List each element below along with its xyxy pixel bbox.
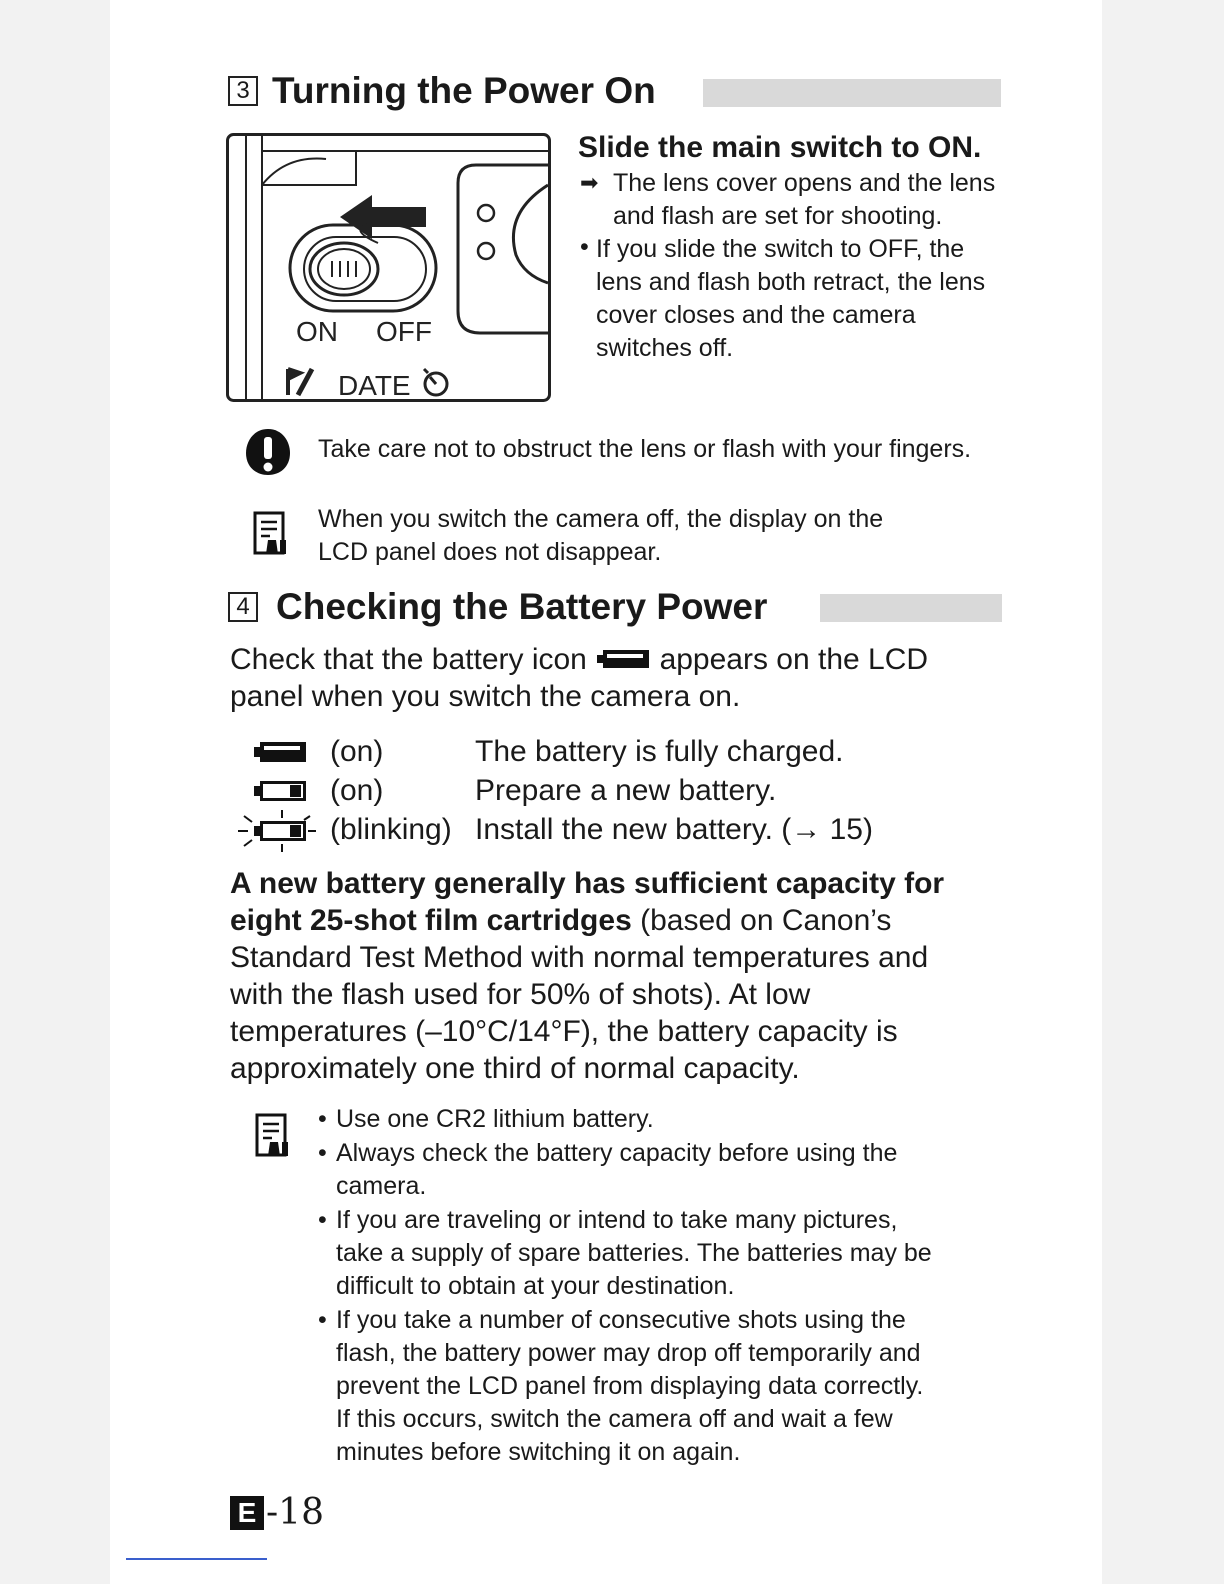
memo-icon — [254, 1112, 290, 1160]
bullet-dot: • — [318, 1139, 327, 1167]
camera-drawing — [226, 133, 551, 403]
section-3-number: 3 — [228, 76, 258, 106]
result-arrow-icon: ➡ — [580, 170, 599, 195]
caution-text: Take care not to obstruct the lens or flash with your fingers. — [318, 435, 972, 463]
memo2-bullet-4-line-1: If you take a number of consecutive shots using the — [336, 1306, 906, 1334]
memo2-bullet-2-line-1: Always check the battery capacity before using the — [336, 1139, 898, 1167]
battery-blinking-icon — [234, 808, 318, 854]
memo-line-1: When you switch the camera off, the display on the — [318, 505, 884, 533]
intro-line-2: panel when you switch the camera on. — [230, 680, 741, 713]
capacity-line-3: Standard Test Method with normal temperatures and — [230, 941, 929, 974]
bullet-dot: • — [318, 1206, 327, 1234]
memo2-bullet-4-line-3: prevent the LCD panel from displaying data correctly. — [336, 1372, 924, 1400]
page-number: -18 — [266, 1492, 324, 1533]
battery-meaning-2: Prepare a new battery. — [475, 774, 777, 807]
memo2-bullet-4-line-5: minutes before switching it on again. — [336, 1438, 741, 1466]
switch-on-label: ON — [296, 316, 338, 347]
bullet-dot: • — [318, 1306, 327, 1334]
date-label: DATE — [338, 370, 411, 401]
battery-state-3: (blinking) — [330, 813, 452, 846]
battery-meaning-3: Install the new battery. (→ 15) — [475, 813, 873, 846]
capacity-line-6: approximately one third of normal capacity. — [230, 1052, 800, 1085]
section-4-title-bar — [820, 594, 1002, 622]
bullet-dot: • — [580, 233, 589, 261]
language-badge: E — [230, 1496, 264, 1530]
memo2-bullet-3-line-3: difficult to obtain at your destination. — [336, 1272, 735, 1300]
memo2-bullet-2-line-2: camera. — [336, 1172, 427, 1200]
bullet-line-3: cover closes and the camera — [596, 301, 916, 329]
battery-meaning-1: The battery is fully charged. — [475, 735, 844, 768]
capacity-line-5: temperatures (–10°C/14°F), the battery capacity is — [230, 1015, 898, 1048]
result-line-1: The lens cover opens and the lens — [613, 169, 996, 197]
battery-full-icon — [252, 740, 308, 764]
section-4-number: 4 — [228, 592, 258, 622]
intro-line-1 — [230, 641, 928, 678]
battery-low-icon — [252, 779, 308, 803]
section-4-title: Checking the Battery Power — [276, 586, 768, 627]
bullet-line-4: switches off. — [596, 334, 734, 362]
capacity-rest: (based on Canon’s — [631, 904, 892, 937]
bullet-line-2: lens and flash both retract, the lens — [596, 268, 986, 296]
camera-switch-illustration — [226, 133, 551, 403]
battery-state-1: (on) — [330, 735, 384, 768]
footer-link-underline[interactable] — [126, 1558, 267, 1560]
memo-line-2: LCD panel does not disappear. — [318, 538, 662, 566]
step-heading: Slide the main switch to ON. — [578, 131, 982, 164]
memo2-bullet-3-line-2: take a supply of spare batteries. The batteries may be — [336, 1239, 932, 1267]
memo2-bullet-4-line-2: flash, the battery power may drop off temporarily and — [336, 1339, 921, 1367]
intro-part-1: Check that the battery icon — [230, 643, 587, 676]
memo-icon — [252, 510, 288, 558]
capacity-bold-line: A new battery generally has sufficient capacity for — [230, 867, 945, 900]
capacity-bold-phrase: eight 25-shot film cartridges — [230, 904, 632, 937]
memo2-bullet-1-line-1: Use one CR2 lithium battery. — [336, 1105, 654, 1133]
section-3-title: Turning the Power On — [272, 70, 656, 111]
intro-part-2: appears on the LCD — [659, 643, 929, 676]
bullet-dot: • — [318, 1105, 327, 1133]
battery-state-2: (on) — [330, 774, 384, 807]
bullet-line-1: If you slide the switch to OFF, the — [596, 235, 965, 263]
capacity-line-2 — [230, 902, 891, 939]
caution-icon — [244, 427, 292, 477]
memo2-bullet-3-line-1: If you are traveling or intend to take many pictures, — [336, 1206, 898, 1234]
battery-full-inline-icon — [595, 647, 651, 671]
switch-off-label: OFF — [376, 316, 432, 347]
capacity-line-4: with the flash used for 50% of shots). At low — [230, 978, 811, 1011]
result-line-2: and flash are set for shooting. — [613, 202, 943, 230]
section-3-title-bar — [703, 79, 1001, 107]
memo2-bullet-4-line-4: If this occurs, switch the camera off and wait a few — [336, 1405, 893, 1433]
